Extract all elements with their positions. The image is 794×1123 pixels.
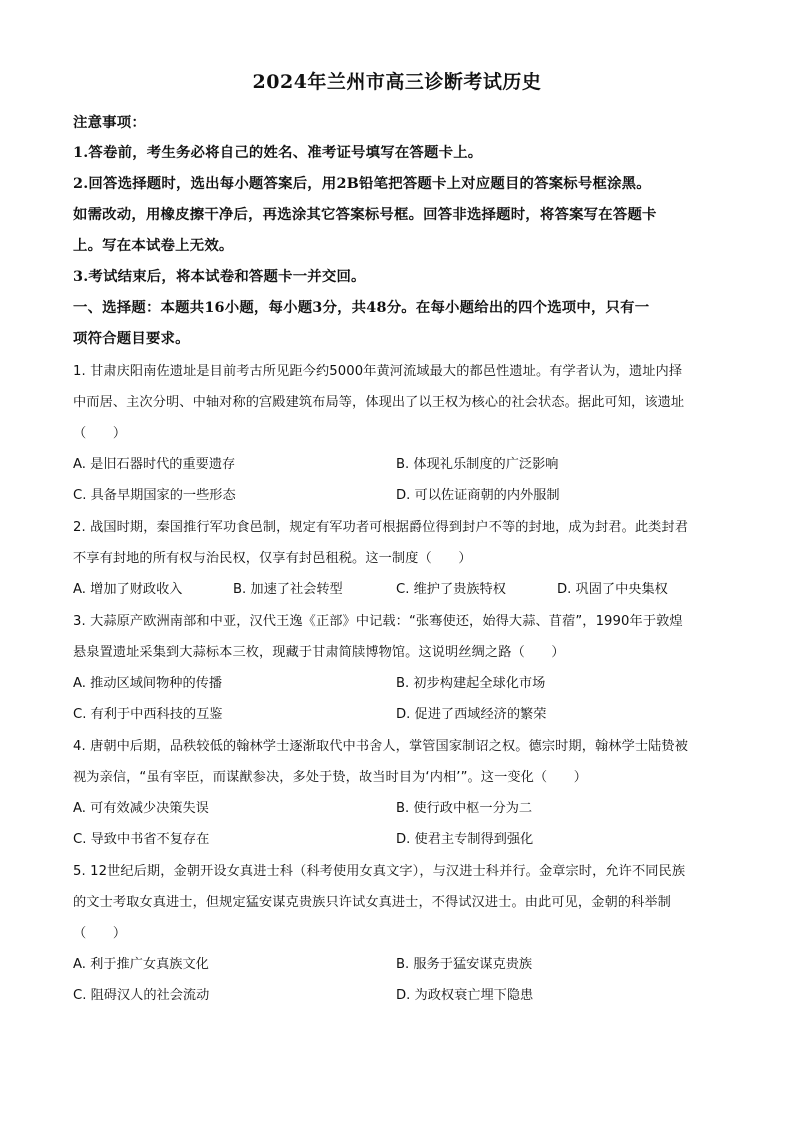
- question-2-option-a: A. 增加了财政收入: [73, 582, 183, 597]
- exam-title: 2024年兰州市高三诊断考试历史: [252, 71, 542, 93]
- notice-line: 3.考试结束后，将本试卷和答题卡一并交回。: [73, 268, 366, 285]
- question-4-option-c: C. 导致中书省不复存在: [73, 832, 210, 847]
- notice-line: 如需改动，用橡皮擦干净后，再选涂其它答案标号框。回答非选择题时，将答案写在答题卡: [73, 206, 657, 223]
- question-5-option-d: D. 为政权衰亡埋下隐患: [396, 988, 534, 1003]
- question-5-blank: （ ）: [73, 926, 127, 941]
- question-5-option-a: A. 利于推广女真族文化: [73, 957, 209, 972]
- question-3-option-c: C. 有利于中西科技的互鉴: [73, 707, 223, 722]
- question-1-option-a: A. 是旧石器时代的重要遗存: [73, 457, 236, 472]
- question-1-option-c: C. 具备早期国家的一些形态: [73, 488, 236, 503]
- question-3-option-b: B. 初步构建起全球化市场: [396, 676, 546, 691]
- question-4-option-a: A. 可有效减少决策失误: [73, 801, 209, 816]
- question-4-option-b: B. 使行政中枢一分为二: [396, 801, 533, 816]
- question-1-option-b: B. 体现礼乐制度的广泛影响: [396, 457, 559, 472]
- question-3-text: 3. 大蒜原产欧洲南部和中亚，汉代王逸《正部》中记载：“张骞使还，始得大蒜、苜蓿”，1990年于敦煌: [73, 614, 683, 629]
- question-5-option-c: C. 阻碍汉人的社会流动: [73, 988, 210, 1003]
- notice-line: 2.回答选择题时，选出每小题答案后，用2B铅笔把答题卡上对应题目的答案标号框涂黑。: [73, 175, 651, 192]
- question-3-text: 悬泉置遗址采集到大蒜标本三枚，现藏于甘肃简牍博物馆。这说明丝绸之路（ ）: [73, 645, 565, 660]
- notice-line: 1.答卷前，考生务必将自己的姓名、准考证号填写在答题卡上。: [73, 144, 483, 161]
- question-1-blank: （ ）: [73, 426, 127, 441]
- question-2-text: 2. 战国时期，秦国推行军功食邑制，规定有军功者可根据爵位得到封户不等的封地，成为封君。此类封君: [73, 520, 689, 535]
- question-4-option-d: D. 使君主专制得到强化: [396, 832, 534, 847]
- question-2-option-b: B. 加速了社会转型: [233, 582, 343, 597]
- question-5-text: 5. 12世纪后期，金朝开设女真进士科（科考使用女真文字），与汉进士科并行。金章宗时，允许不同民族: [73, 864, 686, 879]
- question-4-text: 4. 唐朝中后期，品秩较低的翰林学士逐渐取代中书舍人，掌管国家制诏之权。德宗时期，翰林学士陆贽被: [73, 739, 689, 754]
- notice-line: 上。写在本试卷上无效。: [73, 237, 234, 254]
- question-4-text: 视为亲信，“虽有宰臣，而谋猷参决，多处于贽，故当时目为‘内相’”。这一变化（ ）: [73, 770, 588, 785]
- question-2-option-c: C. 维护了贵族特权: [396, 582, 506, 597]
- question-3-option-a: A. 推动区域间物种的传播: [73, 676, 223, 691]
- notice-heading: 注意事项：: [73, 114, 146, 131]
- question-3-option-d: D. 促进了西域经济的繁荣: [396, 707, 547, 722]
- section-heading: 一、选择题：本题共16小题，每小题3分，共48分。在每小题给出的四个选项中，只有一: [73, 299, 650, 316]
- question-2-text: 不享有封地的所有权与治民权，仅享有封邑租税。这一制度（ ）: [73, 551, 472, 566]
- question-1-text: 1. 甘肃庆阳南佐遗址是目前考古所见距今约5000年黄河流域最大的都邑性遗址。有学者认为，遗址内择: [73, 364, 683, 379]
- question-1-text: 中而居、主次分明、中轴对称的宫殿建筑布局等，体现出了以王权为核心的社会状态。据此可知，该遗址: [73, 395, 685, 410]
- question-5-text: 的文士考取女真进士，但规定猛安谋克贵族只许试女真进士，不得试汉进士。由此可见，金朝的科举制: [73, 895, 671, 910]
- question-1-option-d: D. 可以佐证商朝的内外服制: [396, 488, 560, 503]
- question-5-option-b: B. 服务于猛安谋克贵族: [396, 957, 533, 972]
- section-heading-cont: 项符合题目要求。: [73, 330, 190, 347]
- question-2-option-d: D. 巩固了中央集权: [557, 582, 668, 597]
